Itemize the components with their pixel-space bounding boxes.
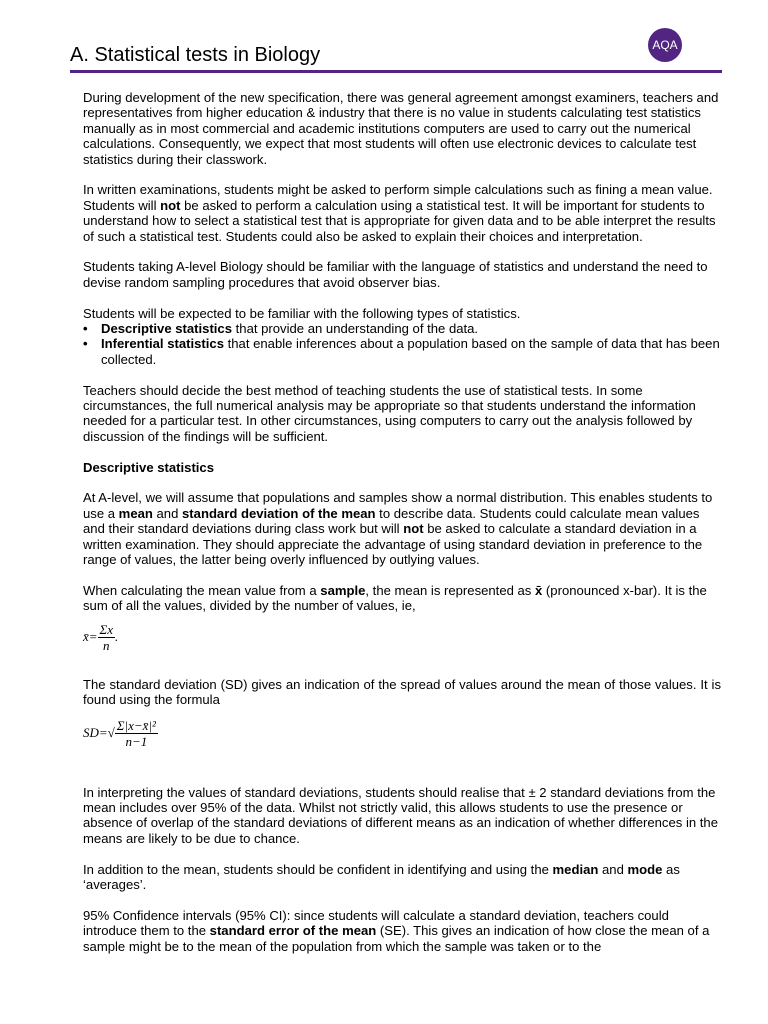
paragraph-intro: During development of the new specification, there was general agreement amongst examiners, teachers and representatives from higher education & industry that there is no value in students calculating test statistics manually as in most commercial and academic institutions computers are used to carry out the numerical calculations. Consequently, we expect that most students will often use electronic devices to calculate test statistics during their classwork. (83, 90, 719, 167)
page-header (70, 38, 722, 72)
paragraph-normal-distribution: At A-level, we will assume that populations and samples show a normal distribution. This enables students to use a mean and standard deviation of the mean to describe data. Students could calculate mean values and their standard deviations during class work but will not be asked to calculate a standard deviation in a written examination. They should appreciate the advantage of using standard deviation in preference to the range of values, the latter being overly influenced by outlying values. (83, 490, 713, 568)
paragraph-mean: When calculating the mean value from a sample, the mean is represented as x̄ (pronounced x-bar). It is the sum of all the values, divided by the number of values, ie, (83, 582, 707, 614)
header-divider (70, 70, 722, 73)
paragraph-confidence-intervals: 95% Confidence intervals (95% CI): since students will calculate a standard deviation, teachers could introduce them to the standard error of the mean (SE). This gives an indication of how close the mean of a sample might be to the mean of the population from which the sample was taken or to the (83, 907, 710, 954)
paragraph-teaching: Teachers should decide the best method of teaching students the use of statistical tests. In some circumstances, the full numerical analysis may be appropriate so that students understand the information needed for a particular test. In other circumstances, using computers to carry out the analysis followed by discussion of the findings will be sufficient. (83, 382, 696, 444)
mean-formula: x̄= $\frac{\Sigma x}{n}$ . (83, 621, 119, 654)
statistics-type-list (83, 321, 721, 367)
section-heading: Descriptive statistics (83, 459, 215, 475)
list-item: • Inferential statistics that enable inferences about a population based on the sample of data that has been collected. (83, 336, 721, 367)
paragraph-language: Students taking A-level Biology should be familiar with the language of statistics and understand the need to devise random sampling procedures that avoid observer bias. (83, 259, 708, 290)
document-body (83, 90, 721, 969)
paragraph-interpretation: In interpreting the values of standard deviations, students should realise that ± 2 standard deviations from the mean includes over 95% of the data. Whilst not strictly valid, this allows students to use the presence or absence of overlap of the standard deviations of different means as an indication of whether differences in the means are likely to be due to chance. (83, 784, 718, 846)
paragraph-standard-deviation: The standard deviation (SD) gives an indication of the spread of values around the mean of those values. It is found using the formula (83, 676, 721, 708)
page-title: A. Statistical tests in Biology (70, 44, 321, 66)
paragraph-exams: In written examinations, students might be asked to perform simple calculations such as fining a mean value. Students will not be asked to perform a calculation using a statistical test. It will be important for students to understand how to select a statistical test that is appropriate for given data and to be able interpret the results of such a statistical test. Students could also be asked to explain their choices and interpretation. (83, 182, 716, 244)
paragraph-types: Students will be expected to be familiar with the following types of statistics. (83, 305, 521, 321)
paragraph-averages: In addition to the mean, students should be confident in identifying and using the median and mode as ‘averages’. (83, 861, 680, 892)
sd-formula: SD=√ $\frac{\text{Σ|x−x̄|²}}{n-1}$ (83, 717, 156, 749)
aqa-logo: AQA (648, 28, 682, 62)
list-item: • Descriptive statistics that provide an understanding of the data. (83, 321, 721, 336)
